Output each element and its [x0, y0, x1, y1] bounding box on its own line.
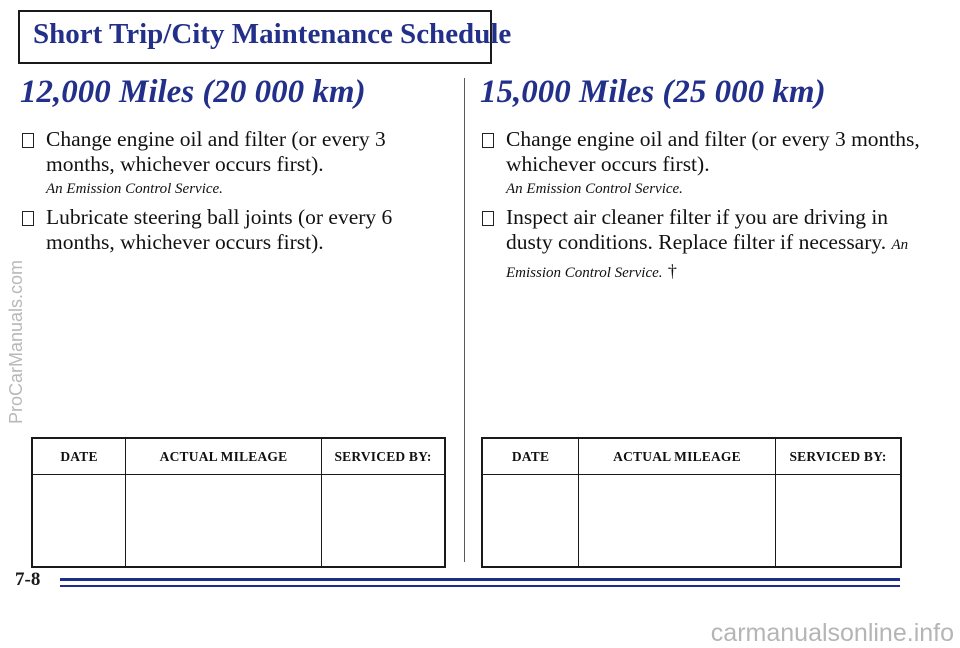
bottom-watermark: carmanualsonline.info: [710, 619, 954, 647]
checkbox-icon[interactable]: [22, 211, 34, 226]
column-header-serviced-by: SERVICED BY:: [322, 438, 446, 475]
table-row: [482, 475, 901, 568]
column-header-serviced-by: SERVICED BY:: [776, 438, 902, 475]
checkbox-icon[interactable]: [482, 211, 494, 226]
footer-rule-thick: [60, 578, 900, 581]
service-log-table-15000: [481, 437, 902, 568]
task-text: Lubricate steering ball joints (or every 6 months, whichever occurs first).: [46, 205, 393, 254]
mileage-cell[interactable]: [579, 475, 776, 568]
emission-note: An Emission Control Service.: [46, 181, 223, 197]
checkbox-icon[interactable]: [482, 133, 494, 148]
serviced-by-cell[interactable]: [322, 475, 446, 568]
task-text-main: Inspect air cleaner filter if you are driving in dusty conditions. Replace filter if necessary.: [506, 205, 889, 254]
column-divider: [464, 78, 465, 562]
column-header-mileage: ACTUAL MILEAGE: [579, 438, 776, 475]
column-header-date: DATE: [32, 438, 126, 475]
footer-rule-thin: [60, 585, 900, 587]
task-text: Change engine oil and filter (or every 3 months, whichever occurs first).: [506, 127, 920, 176]
column-header-date: DATE: [482, 438, 579, 475]
dagger-mark: †: [667, 261, 677, 281]
date-cell[interactable]: [482, 475, 579, 568]
task-item: [480, 205, 940, 286]
table-header-row: [32, 438, 445, 475]
interval-heading-15000: 15,000 Miles (25 000 km): [480, 74, 826, 110]
interval-heading-12000: 12,000 Miles (20 000 km): [20, 74, 366, 110]
right-column-15000-miles: [480, 74, 940, 291]
task-item: [480, 127, 940, 199]
checkbox-icon[interactable]: [22, 133, 34, 148]
serviced-by-cell[interactable]: [776, 475, 902, 568]
service-log-table-12000: [31, 437, 446, 568]
left-column-12000-miles: [20, 74, 450, 260]
table-header-row: [482, 438, 901, 475]
emission-note: An Emission Control Service.: [506, 181, 683, 197]
task-text: Change engine oil and filter (or every 3 months, whichever occurs first).: [46, 127, 386, 176]
task-text: [506, 205, 940, 286]
date-cell[interactable]: [32, 475, 126, 568]
task-item: [20, 205, 450, 255]
emission-note: An Emission Control Service.: [506, 237, 909, 281]
side-watermark: ProCarManuals.com: [6, 259, 26, 424]
page-title: Short Trip/City Maintenance Schedule: [33, 18, 512, 50]
page-number: 7-8: [15, 569, 41, 590]
mileage-cell[interactable]: [126, 475, 322, 568]
task-item: [20, 127, 450, 199]
column-header-mileage: ACTUAL MILEAGE: [126, 438, 322, 475]
table-row: [32, 475, 445, 568]
